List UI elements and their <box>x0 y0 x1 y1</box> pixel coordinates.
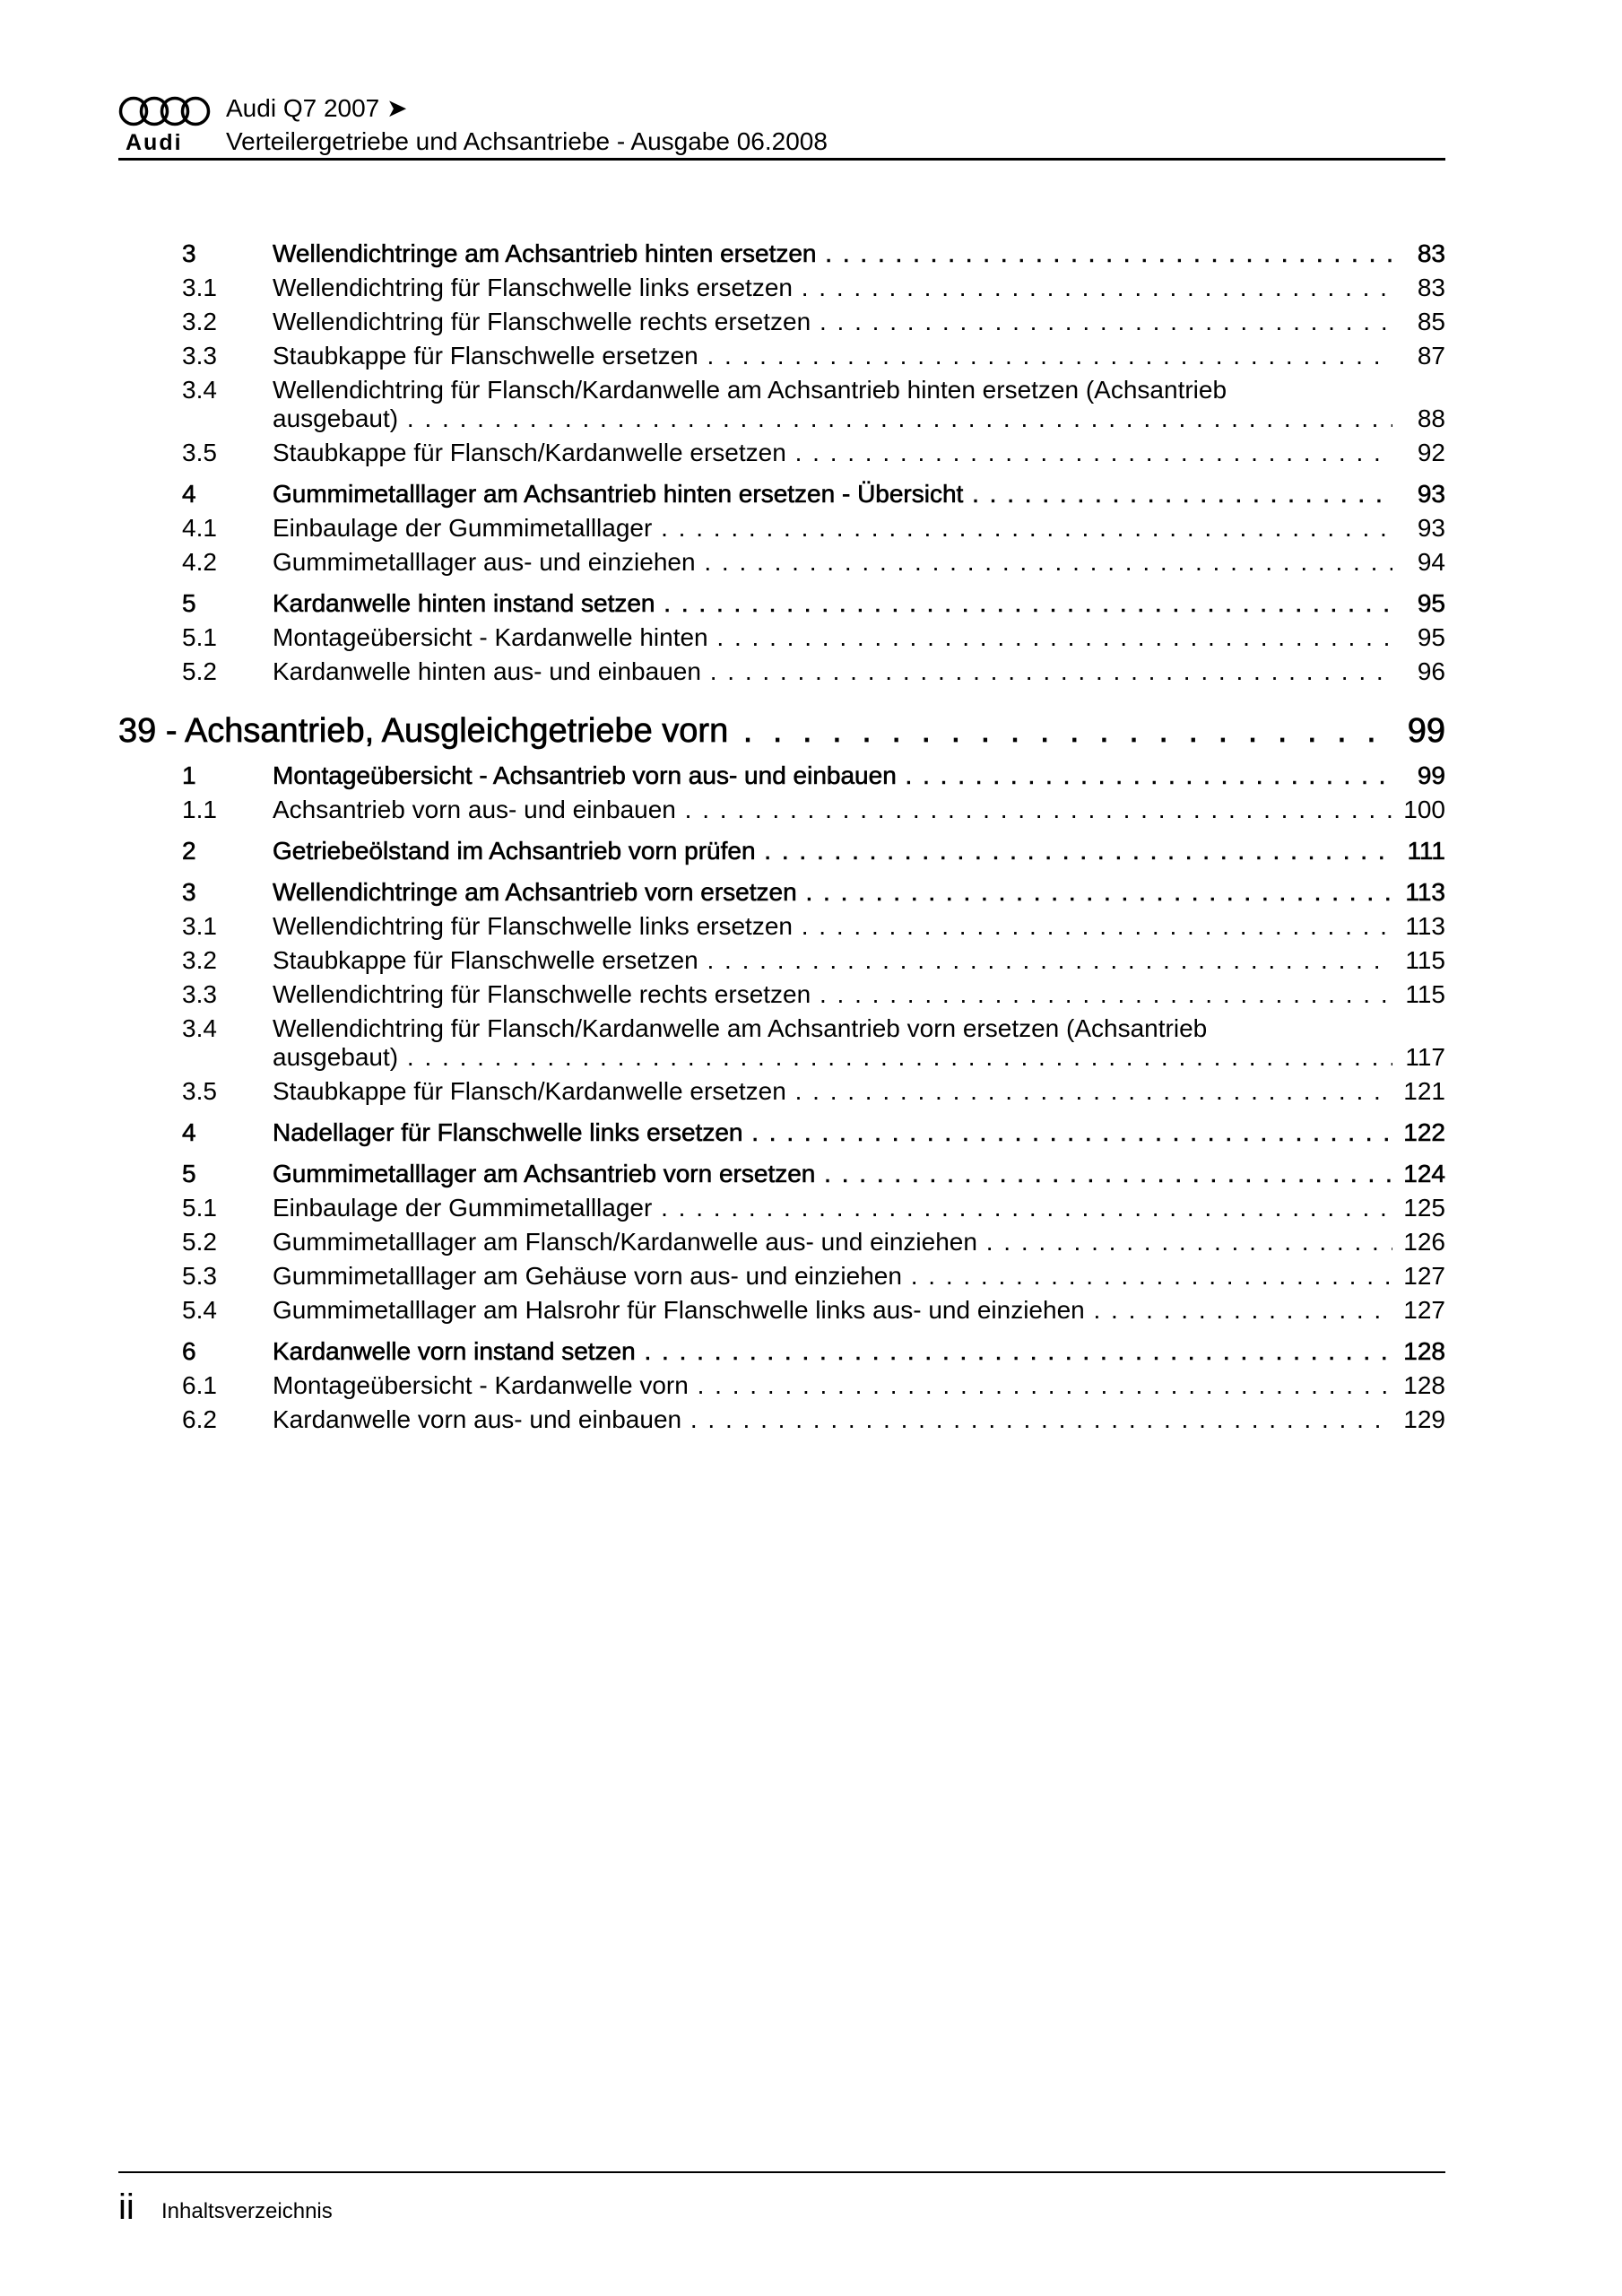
toc-entry-number: 4.1 <box>182 514 217 542</box>
toc-entry-number: 3.4 <box>182 376 217 404</box>
toc-entry-page: 95 <box>1417 623 1445 651</box>
toc-entry-title: Kardanwelle hinten aus- und einbauen . . . <box>273 657 1392 687</box>
toc-entry-title: Wellendichtringe am Achsantrieb hinten ersetzen . . . <box>273 239 1392 269</box>
toc-entry-page: 128 <box>1403 1371 1445 1399</box>
toc-entry-title: Gummimetalllager aus- und einziehen . . . <box>273 547 1392 578</box>
toc-entry-title: Einbaulage der Gummimetalllager . . . <box>273 513 1392 544</box>
toc-entry-number: 5.4 <box>182 1296 217 1324</box>
footer-section-label: Inhaltsverzeichnis <box>161 2199 333 2223</box>
toc-entry-page: 93 <box>1417 514 1445 542</box>
header-subtitle: Verteilergetriebe und Achsantriebe - Ausgabe 06.2008 <box>226 127 828 155</box>
toc-entry-page: 113 <box>1405 878 1445 906</box>
toc-entry-title: Gummimetalllager am Flansch/Kardanwelle aus- und einziehen . . . <box>273 1227 1392 1257</box>
toc-entry[interactable] <box>0 1013 1622 1074</box>
toc-entry-number: 6.2 <box>182 1405 217 1433</box>
toc-entry-title: Montageübersicht - Achsantrieb vorn aus- und einbauen . . . <box>273 761 1392 791</box>
toc-entry-title: Staubkappe für Flansch/Kardanwelle ersetzen . . . <box>273 438 1392 468</box>
toc-entry-title: Wellendichtring für Flanschwelle rechts ersetzen . . . <box>273 307 1392 337</box>
toc-entry-title: Nadellager für Flanschwelle links ersetzen . . . <box>273 1118 1392 1148</box>
toc-entry-title: Kardanwelle hinten instand setzen . . . <box>273 588 1392 619</box>
toc-entry-title: Gummimetalllager am Achsantrieb hinten ersetzen - Übersicht . . . <box>273 479 1392 509</box>
toc-entry-page: 127 <box>1403 1296 1445 1324</box>
toc-entry-number: 5 <box>182 589 196 617</box>
toc-entry-number: 3 <box>182 239 196 267</box>
toc-entry-number: 5.1 <box>182 1194 217 1222</box>
toc-entry-number: 5.2 <box>182 657 217 685</box>
toc-entry-number: 3.1 <box>182 274 217 301</box>
toc-entry-title: Kardanwelle vorn instand setzen . . . <box>273 1336 1392 1367</box>
toc-entry-page: 92 <box>1417 439 1445 466</box>
toc-chapter-title: 39 - Achsantrieb, Ausgleichgetriebe vorn . . . <box>118 710 1392 752</box>
toc-entry-page: 85 <box>1417 308 1445 335</box>
toc-entry-number: 5.3 <box>182 1262 217 1290</box>
toc-entry-number: 5.1 <box>182 623 217 651</box>
toc-entry-title: Staubkappe für Flansch/Kardanwelle ersetzen . . . <box>273 1076 1392 1107</box>
toc-entry-title: Einbaulage der Gummimetalllager . . . <box>273 1193 1392 1223</box>
toc-entry-page: 125 <box>1403 1194 1445 1222</box>
toc-entry-page: 115 <box>1405 946 1445 974</box>
toc-entry-number: 1 <box>182 761 196 789</box>
toc-chapter-page: 99 <box>1407 712 1445 750</box>
toc-entry-page: 115 <box>1405 980 1445 1008</box>
toc-entry-page: 121 <box>1403 1077 1445 1105</box>
toc-entry-number: 4 <box>182 480 196 508</box>
toc-entry-title: Staubkappe für Flanschwelle ersetzen . . . <box>273 341 1392 371</box>
toc-entry-title: Gummimetalllager am Achsantrieb vorn ersetzen . . . <box>273 1159 1392 1189</box>
toc-entry-number: 3.5 <box>182 439 217 466</box>
toc-entry-number: 1.1 <box>182 796 217 823</box>
toc-entry-title: Gummimetalllager am Gehäuse vorn aus- und einziehen . . . <box>273 1261 1392 1292</box>
header-model-line: Audi Q7 2007 ➤ <box>226 94 408 122</box>
toc-entry-title: ausgebaut) . . . <box>273 404 1392 434</box>
toc-entry-number: 3.4 <box>182 1014 217 1042</box>
toc-entry-number: 5.2 <box>182 1228 217 1256</box>
toc-entry-title: Wellendichtring für Flanschwelle links ersetzen . . . <box>273 273 1392 303</box>
toc-entry-page: 122 <box>1403 1118 1445 1146</box>
toc-entry-number: 6 <box>182 1337 196 1365</box>
toc-entry-title: Wellendichtring für Flanschwelle rechts ersetzen . . . <box>273 979 1392 1010</box>
toc-entry-page: 95 <box>1417 589 1445 617</box>
toc-entry-title: Wellendichtring für Flanschwelle links ersetzen . . . <box>273 911 1392 942</box>
toc-entry-page: 87 <box>1417 342 1445 370</box>
toc-entry-number: 5 <box>182 1160 196 1187</box>
toc-entry-title: Achsantrieb vorn aus- und einbauen . . . <box>273 795 1392 825</box>
toc-entry-title-line1: Wellendichtring für Flansch/Kardanwelle am Achsantrieb vorn ersetzen (Achsantrieb <box>273 1014 1208 1042</box>
toc-entry-number: 4 <box>182 1118 196 1146</box>
toc-entry-number: 3 <box>182 878 196 906</box>
toc-entry-page: 113 <box>1405 912 1445 940</box>
toc-entry-number: 3.2 <box>182 308 217 335</box>
toc-entry-title-line1: Wellendichtring für Flansch/Kardanwelle am Achsantrieb hinten ersetzen (Achsantrieb <box>273 376 1227 404</box>
toc-entry-number: 3.5 <box>182 1077 217 1105</box>
toc-entry-number: 4.2 <box>182 548 217 576</box>
toc-entry-title: Getriebeölstand im Achsantrieb vorn prüfen . . . <box>273 836 1392 866</box>
footer-page-number: ii <box>118 2187 134 2227</box>
toc-entry-page: 88 <box>1417 404 1445 432</box>
toc-entry-page: 83 <box>1417 239 1445 267</box>
audi-wordmark: Audi <box>126 130 183 155</box>
toc-entry-page: 117 <box>1405 1043 1445 1071</box>
toc-entry[interactable] <box>0 375 1622 436</box>
toc-entry-number: 3.1 <box>182 912 217 940</box>
toc-entry-page: 94 <box>1417 548 1445 576</box>
toc-entry-title: Montageübersicht - Kardanwelle vorn . . . <box>273 1370 1392 1401</box>
toc-entry-title: ausgebaut) . . . <box>273 1042 1392 1073</box>
toc-entry-page: 128 <box>1403 1337 1445 1365</box>
toc-entry-page: 124 <box>1403 1160 1445 1187</box>
toc-entry-title: Kardanwelle vorn aus- und einbauen . . . <box>273 1405 1392 1435</box>
toc-entry-title: Staubkappe für Flanschwelle ersetzen . . . <box>273 945 1392 976</box>
toc-entry-page: 127 <box>1403 1262 1445 1290</box>
toc-entry-page: 100 <box>1403 796 1445 823</box>
toc-entry-number: 3.2 <box>182 946 217 974</box>
toc-entry-page: 96 <box>1417 657 1445 685</box>
toc-entry-title: Montageübersicht - Kardanwelle hinten . . . <box>273 622 1392 653</box>
toc-entry-page: 129 <box>1403 1405 1445 1433</box>
toc-entry-number: 2 <box>182 837 196 865</box>
toc-entry-page: 126 <box>1403 1228 1445 1256</box>
toc-entry-number: 6.1 <box>182 1371 217 1399</box>
toc-entry-title: Wellendichtringe am Achsantrieb vorn ersetzen . . . <box>273 877 1392 908</box>
toc-entry-page: 83 <box>1417 274 1445 301</box>
toc-entry-page: 99 <box>1417 761 1445 789</box>
toc-entry-number: 3.3 <box>182 342 217 370</box>
toc-entry-page: 111 <box>1407 837 1445 865</box>
toc-entry-page: 93 <box>1417 480 1445 508</box>
toc-entry-title: Gummimetalllager am Halsrohr für Flanschwelle links aus- und einziehen . . . <box>273 1295 1392 1326</box>
toc-entry-number: 3.3 <box>182 980 217 1008</box>
footer-rule <box>118 2171 1445 2173</box>
